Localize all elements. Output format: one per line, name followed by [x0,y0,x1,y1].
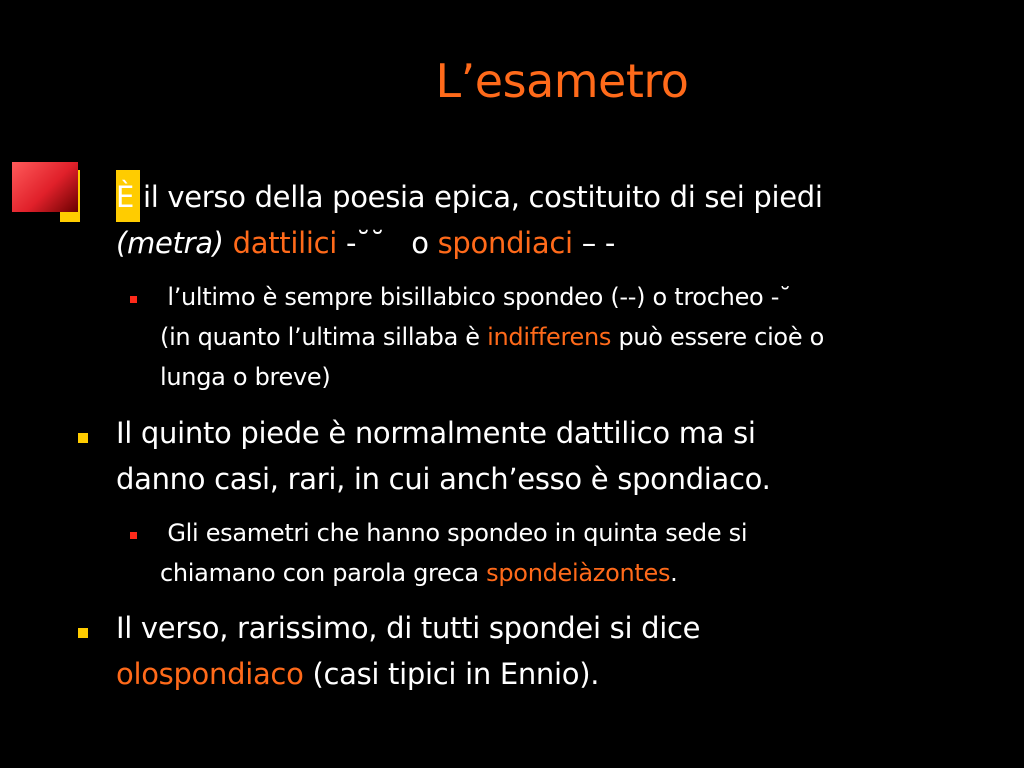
bullet-2-marker [78,433,88,443]
spondiaci-term: spondiaci [437,226,573,260]
indifferens-term: indifferens [487,323,612,351]
dactyl-pattern: -˘˘ o [345,226,429,260]
spondeiazontes-term: spondeiàzontes [486,559,671,587]
bullet-3-marker [78,628,88,638]
bullet-2-line-1: Il quinto piede è normalmente dattilico ma si [116,416,756,450]
metra-term: (metra) [116,226,224,260]
bullet-1-text: È il verso della poesia epica, costituito di sei piedi [116,180,823,214]
olospondiaco-term: olospondiaco [116,657,304,691]
bullet-3-line-2 [116,657,599,691]
sub-bullet-2-text: chiamano con parola greca [160,559,479,587]
sub-bullet-1-marker [130,296,137,303]
sub-bullet-1-line-2 [160,323,824,351]
slide-title: L’esametro [435,54,689,108]
sub-bullet-2-line-1: Gli esametri che hanno spondeo in quinta sede si [160,519,748,547]
bullet-1-line-1 [116,180,823,214]
sub-bullet-1-text-tail: può essere cioè o [618,323,824,351]
bullet-1-line-2 [116,226,615,260]
bullet-3-line-1: Il verso, rarissimo, di tutti spondei si dice [116,611,701,645]
sub-bullet-2-line-2 [160,559,678,587]
sub-bullet-1-line-1: l’ultimo è sempre bisillabico spondeo (--) o trocheo -˘ [160,283,791,311]
spondee-pattern: – - [581,226,616,260]
sub-bullet-2-marker [130,532,137,539]
bullet-2-line-2: danno casi, rari, in cui anch’esso è spondiaco. [116,462,771,496]
sub-bullet-1-text: (in quanto l’ultima sillaba è [160,323,480,351]
sub-bullet-1-line-3: lunga o breve) [160,363,331,391]
dattilici-term: dattilici [232,226,338,260]
sub-bullet-2-period: . [670,559,678,587]
bullet-3-text-tail: (casi tipici in Ennio). [312,657,600,691]
